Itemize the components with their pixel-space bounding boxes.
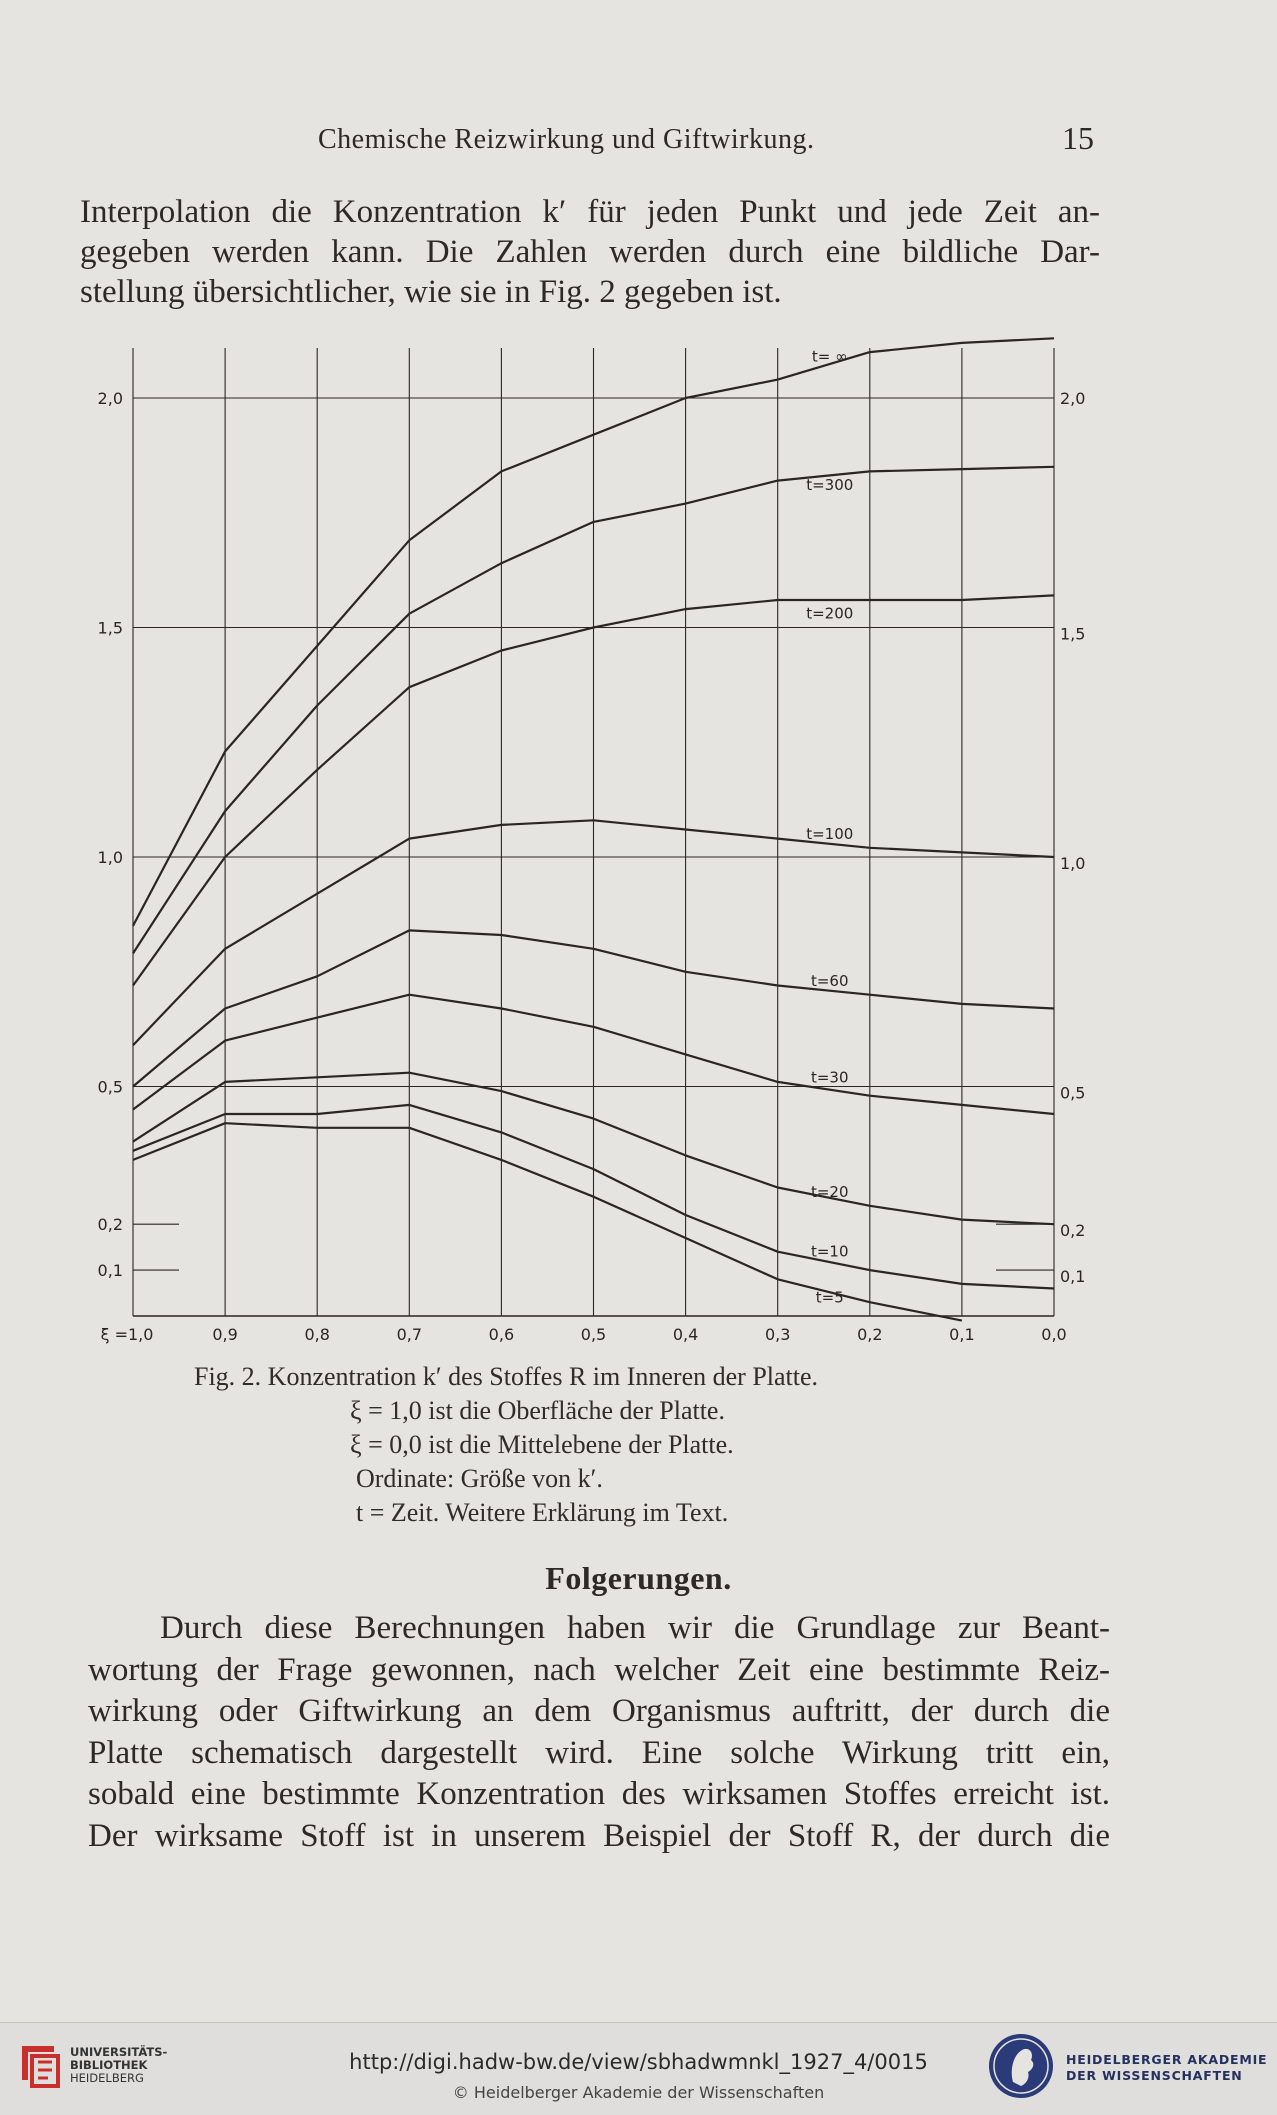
body-paragraph bbox=[88, 1608, 1110, 1857]
logo-left-line: BIBLIOTHEK bbox=[70, 2058, 148, 2072]
figure-caption-line-2: ξ = 1,0 ist die Oberfläche der Platte. bbox=[350, 1396, 725, 1425]
x-tick-label: 0,3 bbox=[764, 1325, 791, 1344]
series-label: t=10 bbox=[810, 1242, 849, 1261]
body-line: wortung der Frage gewonnen, nach welcher Zeit eine bestimmte Reiz- bbox=[88, 1651, 1110, 1688]
page-url-link[interactable]: http://digi.hadw-bw.de/view/sbhadwmnkl_1927_4/0015 bbox=[349, 2050, 928, 2074]
copyright-notice: © Heidelberger Akademie der Wissenschaften bbox=[452, 2083, 825, 2102]
x-tick-label: 0,5 bbox=[580, 1325, 607, 1344]
series-label: t=5 bbox=[815, 1288, 844, 1307]
y-tick-label-right: 0,5 bbox=[1060, 1083, 1086, 1103]
series-label: t=30 bbox=[810, 1068, 849, 1087]
figure-caption-line-4: Ordinate: Größe von k′. bbox=[356, 1464, 603, 1493]
intro-line: stellung übersichtlicher, wie sie in Fig. 2 gegeben ist. bbox=[80, 274, 782, 310]
y-tick-label-right: 0,1 bbox=[1060, 1267, 1086, 1287]
x-tick-label: 0,8 bbox=[304, 1325, 330, 1344]
concentration-chart bbox=[0, 330, 1277, 1350]
page-number: 15 bbox=[1062, 120, 1094, 156]
x-tick-label: 0,2 bbox=[857, 1325, 883, 1344]
x-tick-label: 0,7 bbox=[396, 1325, 423, 1344]
academy-seal-icon bbox=[986, 2030, 1056, 2102]
body-line: sobald eine bestimmte Konzentration des wirksamen Stoffes erreicht ist. bbox=[88, 1776, 1110, 1812]
y-tick-label-right: 0,2 bbox=[1060, 1221, 1086, 1241]
x-tick-label: 0,9 bbox=[212, 1325, 238, 1344]
x-tick-label: 0,6 bbox=[488, 1325, 515, 1344]
x-tick-label: 0,1 bbox=[949, 1325, 975, 1344]
y-tick-label-right: 1,5 bbox=[1060, 624, 1086, 644]
y-tick-label-left: 1,0 bbox=[97, 848, 123, 867]
academy-label bbox=[1066, 2052, 1267, 2084]
series-label: t= ∞ bbox=[811, 347, 848, 366]
logo-left-line: UNIVERSITÄTS- bbox=[70, 2045, 168, 2059]
intro-paragraph bbox=[80, 192, 1100, 312]
logo-right-line: HEIDELBERGER AKADEMIE bbox=[1066, 2052, 1268, 2067]
y-tick-label-left: 1,5 bbox=[97, 618, 123, 638]
section-heading: Folgerungen. bbox=[545, 1560, 732, 1596]
series-label: t=100 bbox=[806, 825, 854, 844]
y-tick-label-left: 0,5 bbox=[97, 1077, 123, 1097]
body-line: Der wirksame Stoff ist in unserem Beispiel der Stoff R, der durch die bbox=[88, 1817, 1110, 1854]
y-tick-label-right: 1,0 bbox=[1060, 854, 1086, 873]
x-tick-label: 0,4 bbox=[672, 1325, 699, 1344]
logo-left-line: HEIDELBERG bbox=[70, 2071, 144, 2085]
y-tick-label-right: 2,0 bbox=[1060, 389, 1086, 408]
y-tick-label-left: 0,2 bbox=[97, 1215, 123, 1235]
y-tick-label-left: 0,1 bbox=[97, 1261, 123, 1281]
x-tick-label: 0,0 bbox=[1041, 1325, 1067, 1344]
body-line: wirkung oder Giftwirkung an dem Organismus auftritt, der durch die bbox=[88, 1693, 1110, 1729]
x-tick-label: ξ =1,0 bbox=[100, 1325, 154, 1344]
figure-caption-line-1: Fig. 2. Konzentration k′ des Stoffes R im Inneren der Platte. bbox=[194, 1362, 819, 1391]
figure-caption-line-3: ξ = 0,0 ist die Mittelebene der Platte. bbox=[350, 1430, 734, 1459]
intro-line: Interpolation die Konzentration k′ für jeden Punkt und jede Zeit an- bbox=[80, 194, 1100, 230]
series-label: t=60 bbox=[810, 971, 849, 990]
series-label: t=300 bbox=[806, 476, 854, 495]
body-line: Durch diese Berechnungen haben wir die Grundlage zur Beant- bbox=[160, 1610, 1110, 1646]
body-line: Platte schematisch dargestellt wird. Eine solche Wirkung tritt ein, bbox=[88, 1734, 1110, 1771]
y-tick-label-left: 2,0 bbox=[97, 389, 123, 408]
series-label: t=20 bbox=[810, 1183, 849, 1202]
figure-caption-line-5: t = Zeit. Weitere Erklärung im Text. bbox=[356, 1498, 729, 1527]
series-label: t=200 bbox=[806, 604, 854, 623]
running-title: Chemische Reizwirkung und Giftwirkung. bbox=[318, 124, 815, 155]
intro-line: gegeben werden kann. Die Zahlen werden durch eine bildliche Dar- bbox=[80, 234, 1100, 270]
logo-right-line: DER WISSENSCHAFTEN bbox=[1066, 2068, 1243, 2083]
